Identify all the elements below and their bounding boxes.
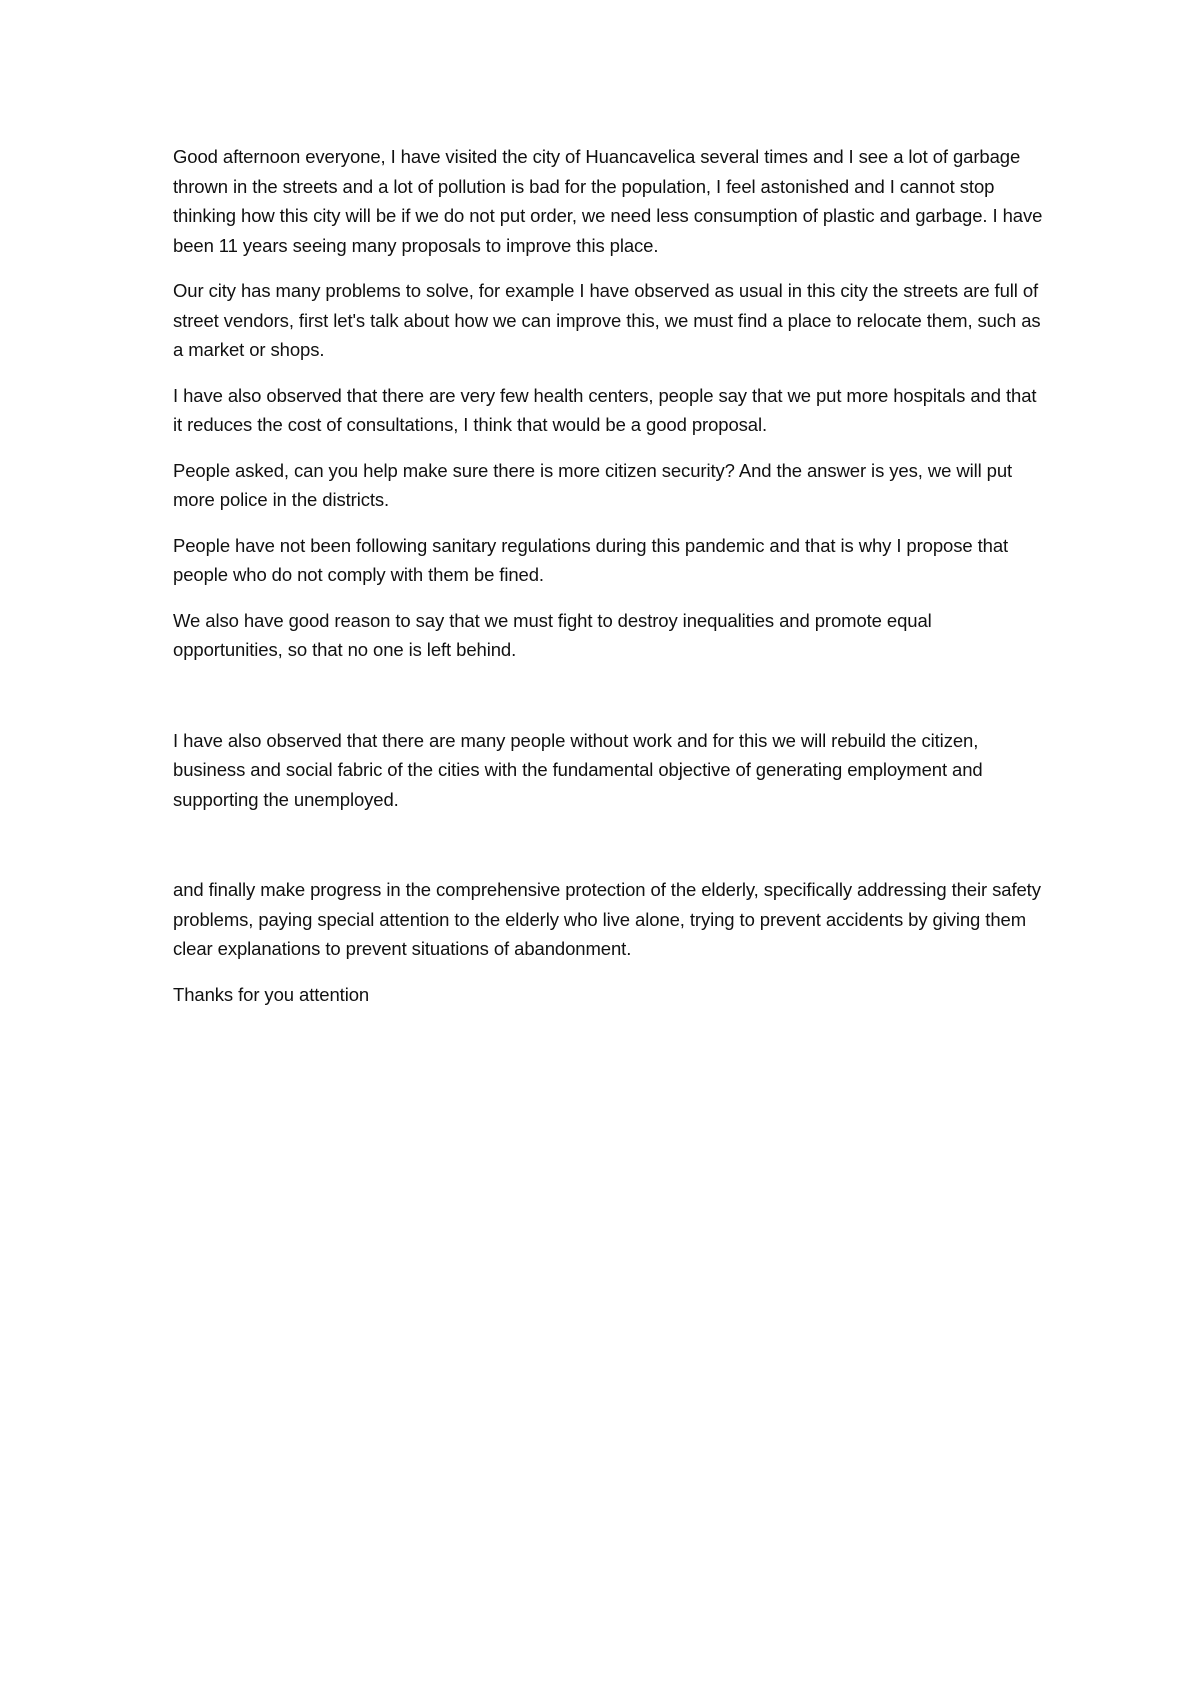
paragraph-street-vendors: Our city has many problems to solve, for example I have observed as usual in this city the streets are full of street vendors, first let's talk about how we can improve this, we must find a place to relocate them, such as a market or shops. [173, 280, 1041, 360]
paragraph-elderly: and finally make progress in the comprehensive protection of the elderly, specifically addressing their safety problems, paying special attention to the elderly who live alone, trying to prevent accidents by giving them clear explanations to prevent situations of abandonment. [173, 879, 1041, 959]
paragraph-health-centers: I have also observed that there are very few health centers, people say that we put more hospitals and that it reduces the cost of consultations, I think that would be a good proposal. [173, 384, 1037, 435]
paragraph-sanitary-regulations: People have not been following sanitary regulations during this pandemic and that is why I propose that people who do not comply with them be fined. [173, 534, 1009, 585]
paragraph-inequalities: We also have good reason to say that we must fight to destroy inequalities and promote equal opportunities, so that no one is left behind. [173, 609, 932, 660]
document-body [173, 142, 1043, 1025]
paragraph-intro: Good afternoon everyone, I have visited the city of Huancavelica several times and I see a lot of garbage thrown in the streets and a lot of pollution is bad for the population, I feel astonished and I cannot stop thinking how this city will be if we do not put order, we need less consumption of plastic and garbage. I have been 11 years seeing many proposals to improve this place. [173, 146, 1043, 256]
paragraph-closing: Thanks for you attention [173, 983, 370, 1005]
paragraph-employment: I have also observed that there are many people without work and for this we will rebuild the citizen, business and social fabric of the cities with the fundamental objective of generating employment and supporting the unemployed. [173, 729, 983, 810]
paragraph-citizen-security: People asked, can you help make sure there is more citizen security? And the answer is yes, we will put more police in the districts. [173, 459, 1013, 510]
